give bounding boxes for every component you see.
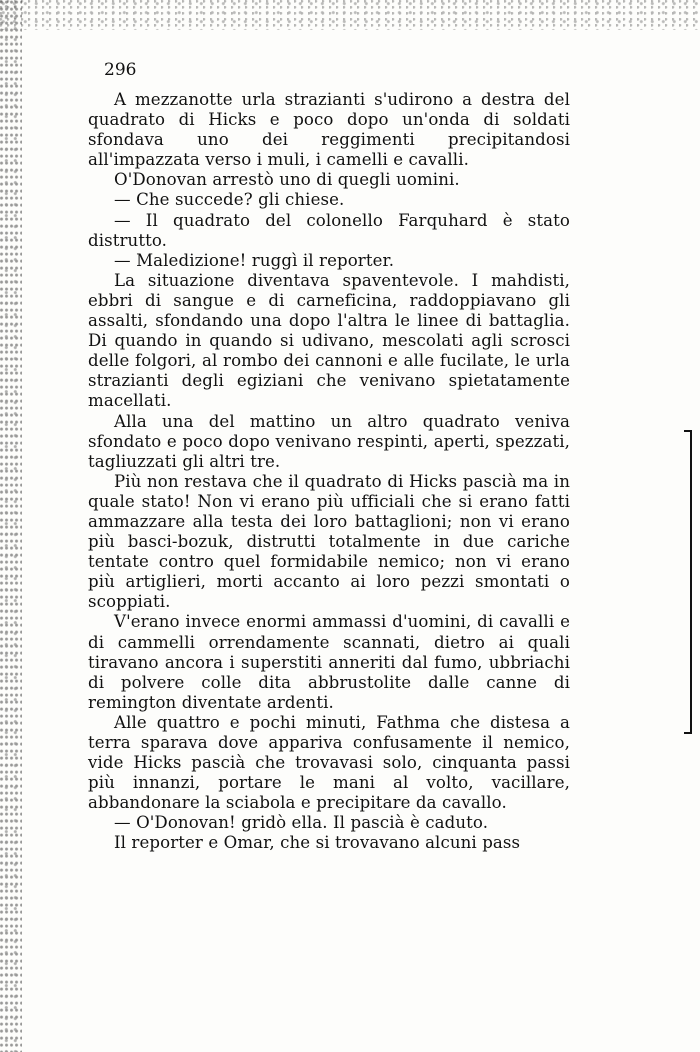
paragraph: — Il quadrato del colonello Farquhard è stato distrutto.: [88, 210, 570, 250]
paragraph: La situazione diventava spaventevole. I mahdisti, ebbri di sangue e di carneficina, raddoppiavano gli assalti, sfondando una dopo l'altra le linee di battaglia. Di quando in quando si udivano, mescolati agli scrosci delle folgori, al rombo dei cannoni e alle fucilate, le urla strazianti degli egiziani che venivano spietatamente macellati.: [88, 270, 570, 411]
paragraph: — Che succede? gli chiese.: [114, 190, 345, 210]
margin-bracket: [684, 430, 692, 734]
paragraph: Il reporter e Omar, che si trovavano alcuni pass: [114, 833, 521, 853]
paragraph: — Maledizione! ruggì il reporter.: [114, 250, 395, 270]
scan-edge-left: [0, 0, 22, 1052]
paragraph: Alla una del mattino un altro quadrato veniva sfondato e poco dopo venivano respinti, aperti, spezzati, tagliuzzati gli altri tre.: [88, 411, 570, 471]
paragraph: — O'Donovan! gridò ella. Il pascià è caduto.: [114, 813, 489, 833]
paragraph: Più non restava che il quadrato di Hicks pascià ma in quale stato! Non vi erano più ufficiali che si erano fatti ammazzare alla testa dei loro battaglioni; non vi erano più basci-bozuk, distrutti totalmente in due cariche tentate contro quel formidabile nemico; non vi erano più artiglieri, morti accanto ai loro pezzi smontati o scoppiati.: [88, 471, 570, 612]
paragraph: Alle quattro e pochi minuti, Fathma che distesa a terra sparava dove appariva confusamente il nemico, vide Hicks pascià che trovavasi solo, cinquanta passi più innanzi, portare le mani al volto, vacillare, abbandonare la sciabola e precipitare da cavallo.: [88, 712, 570, 813]
scan-edge-top: [0, 0, 700, 30]
paragraph: O'Donovan arrestò uno di quegli uomini.: [114, 170, 460, 190]
page-number: 296: [104, 60, 137, 80]
paragraph: A mezzanotte urla strazianti s'udirono a destra del quadrato di Hicks e poco dopo un'onda di soldati sfondava uno dei reggimenti precipitandosi all'impazzata verso i muli, i camelli e cavalli.: [88, 90, 570, 170]
paragraph: V'erano invece enormi ammassi d'uomini, di cavalli e di cammelli orrendamente scannati, dietro ai quali tiravano ancora i superstiti anneriti dal fumo, ubbriachi di polvere colle dita abbrustolite dalle canne di remington diventate ardenti.: [88, 612, 570, 712]
body-text: [88, 90, 570, 854]
